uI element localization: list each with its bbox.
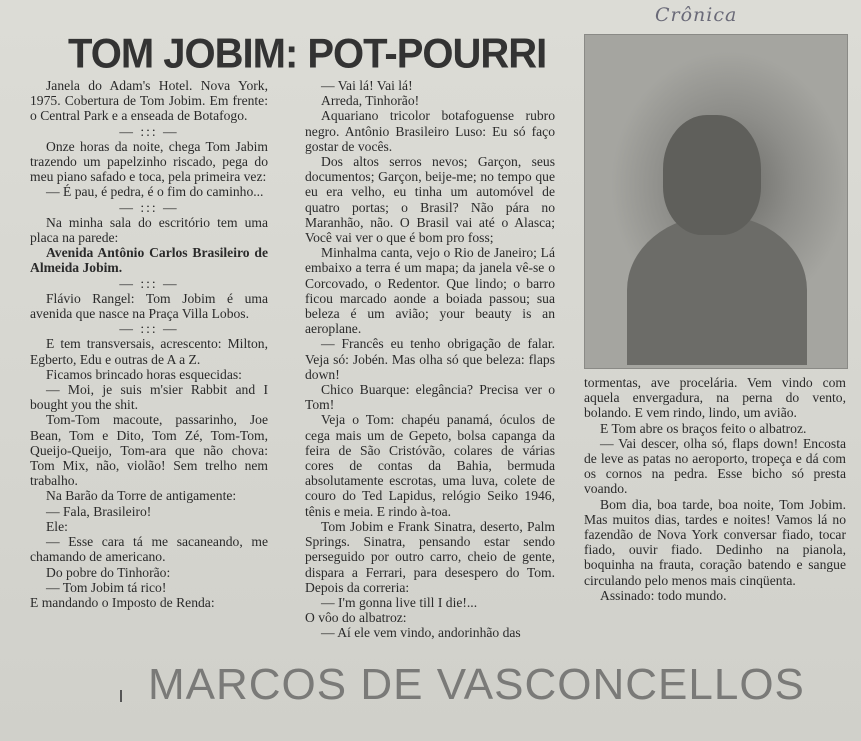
paragraph: Do pobre do Tinhorão: xyxy=(46,564,171,580)
paragraph: Aquariano tricolor botafoguense rubro negro. Antônio Brasileiro Luso: Eu só faço gostar de vocês. xyxy=(305,108,555,154)
paragraph: Onze horas da noite, chega Tom Jabim trazendo um papelzinho riscado, pega do meu piano safado e toca, pela primeira vez: xyxy=(30,138,268,185)
paragraph: Flávio Rangel: Tom Jobim é uma avenida que nasce na Praça Villa Lobos. xyxy=(30,290,268,322)
handwritten-note: Crônica xyxy=(655,4,738,26)
paragraph: — Francês eu tenho obrigação de falar. Veja só: Jobén. Mas olha só que beleza: flaps down! xyxy=(305,336,555,382)
photo-figure-head xyxy=(663,115,761,235)
paragraph: Veja o Tom: chapéu panamá, óculos de cega mais um de Gepeto, bolsa capanga da feira de São Cristóvão, colares de várias cores de contas da Bahia, bermuda absolutamente escrotas, uma luva, colete de couro do Ted Lapidus, relógio Seiko 1946, tênis e meia. E rindo à-toa. xyxy=(305,412,555,519)
paragraph: Tom-Tom macoute, passarinho, Joe Bean, Tom e Dito, Tom Zé, Tom-Tom, Queijo-Queijo, Tom-ara que não chova: Tom Mix, não, violão! Sem trelho nem trabalho. xyxy=(30,412,268,489)
paragraph: — Vai lá! Vai lá! xyxy=(321,78,413,93)
paragraph: Arreda, Tinhorão! xyxy=(321,93,420,109)
paragraph: Chico Buarque: elegância? Precisa ver o Tom! xyxy=(305,382,555,413)
text-column-3 xyxy=(584,375,846,603)
paragraph: Dos altos serros nevos; Garçon, seus documentos; Garçon, beije-me; no tempo que eu era velho, eu tinha um automóvel de quatro portas; o Brasil? Não pára no Maranhão, não. O Brasil vai até o Alasca; Você vai ver o que é bom pro foss; xyxy=(305,154,555,246)
paragraph: Ficamos brincado horas esquecidas: xyxy=(46,366,242,382)
paragraph: Bom dia, boa tarde, boa noite, Tom Jobim. Mas muitos dias, tardes e noites! Vamos lá no fazendão de Nova York conversar fiado, tocar fiado, ouvir fiado. Dedinho na pianola, boquinha na frauta, coração batendo e sangue circulando pelo menos mais cinqüenta. xyxy=(584,496,846,588)
paragraph: — Aí ele vem vindo, andorinhão das xyxy=(321,625,521,641)
paragraph: tormentas, ave procelária. Vem vindo com aquela envergadura, na perna do vento, bolando. E vem rindo, lindo, um avião. xyxy=(584,375,846,421)
margin-mark xyxy=(120,690,122,702)
paragraph: — Vai descer, olha só, flaps down! Encosta de leve as patas no aeroporto, tropeça e dá com os cornos na pedra. Esse bicho só presta voando. xyxy=(584,435,846,497)
paragraph: Ele: xyxy=(46,518,68,534)
text-column-1 xyxy=(30,78,268,610)
paragraph: — É pau, é pedra, é o fim do caminho... xyxy=(46,184,264,200)
photo-figure-body xyxy=(627,215,807,365)
portrait-photo xyxy=(584,34,848,369)
paragraph: O vôo do albatroz: xyxy=(305,610,407,626)
paragraph: E mandando o Imposto de Renda: xyxy=(30,594,215,610)
paragraph: E tem transversais, acrescento: Milton, Egberto, Edu e outras de A a Z. xyxy=(30,336,268,367)
paragraph: — I'm gonna live till I die!... xyxy=(321,594,478,610)
paragraph: — Tom Jobim tá rico! xyxy=(46,579,167,595)
article-title: TOM JOBIM: POT-POURRI xyxy=(68,30,547,78)
paragraph: Avenida Antônio Carlos Brasileiro de Almeida Jobim. xyxy=(30,245,268,276)
paragraph: — Esse cara tá me sacaneando, me chamando de americano. xyxy=(30,534,268,565)
section-separator: — ::: — xyxy=(119,199,179,215)
paragraph: Minhalma canta, vejo o Rio de Janeiro; Lá embaixo a terra é um mapa; da janela vê-se o Corcovado, o Redentor. Que lindo; o barro ficou marcado aonde a boiada passou; sua beleza é um avião; your beauty is an aeroplane. xyxy=(305,245,555,337)
paragraph: Assinado: todo mundo. xyxy=(600,587,727,603)
paragraph: Na Barão da Torre de antigamente: xyxy=(46,488,237,504)
section-separator: — ::: — xyxy=(119,275,179,291)
author-signature: MARCOS DE VASCONCELLOS xyxy=(148,660,805,709)
paragraph: E Tom abre os braços feito o albatroz. xyxy=(600,420,807,436)
paragraph: — Moi, je suis m'sier Rabbit and I bought you the shit. xyxy=(30,382,268,413)
section-separator: — ::: — xyxy=(119,123,179,139)
paragraph: — Fala, Brasileiro! xyxy=(46,503,152,519)
text-column-2 xyxy=(305,78,555,641)
paragraph: Tom Jobim e Frank Sinatra, deserto, Palm Springs. Sinatra, pensando estar sendo perseguido por outro carro, cheio de gente, dispara a Ferrari, para desespero do Tom. Depois da correria: xyxy=(305,518,555,595)
paragraph: Na minha sala do escritório tem uma placa na parede: xyxy=(30,214,268,246)
section-separator: — ::: — xyxy=(119,321,179,337)
paragraph: Janela do Adam's Hotel. Nova York, 1975. Cobertura de Tom Jobim. Em frente: o Central Park e a enseada de Botafogo. xyxy=(30,78,268,124)
